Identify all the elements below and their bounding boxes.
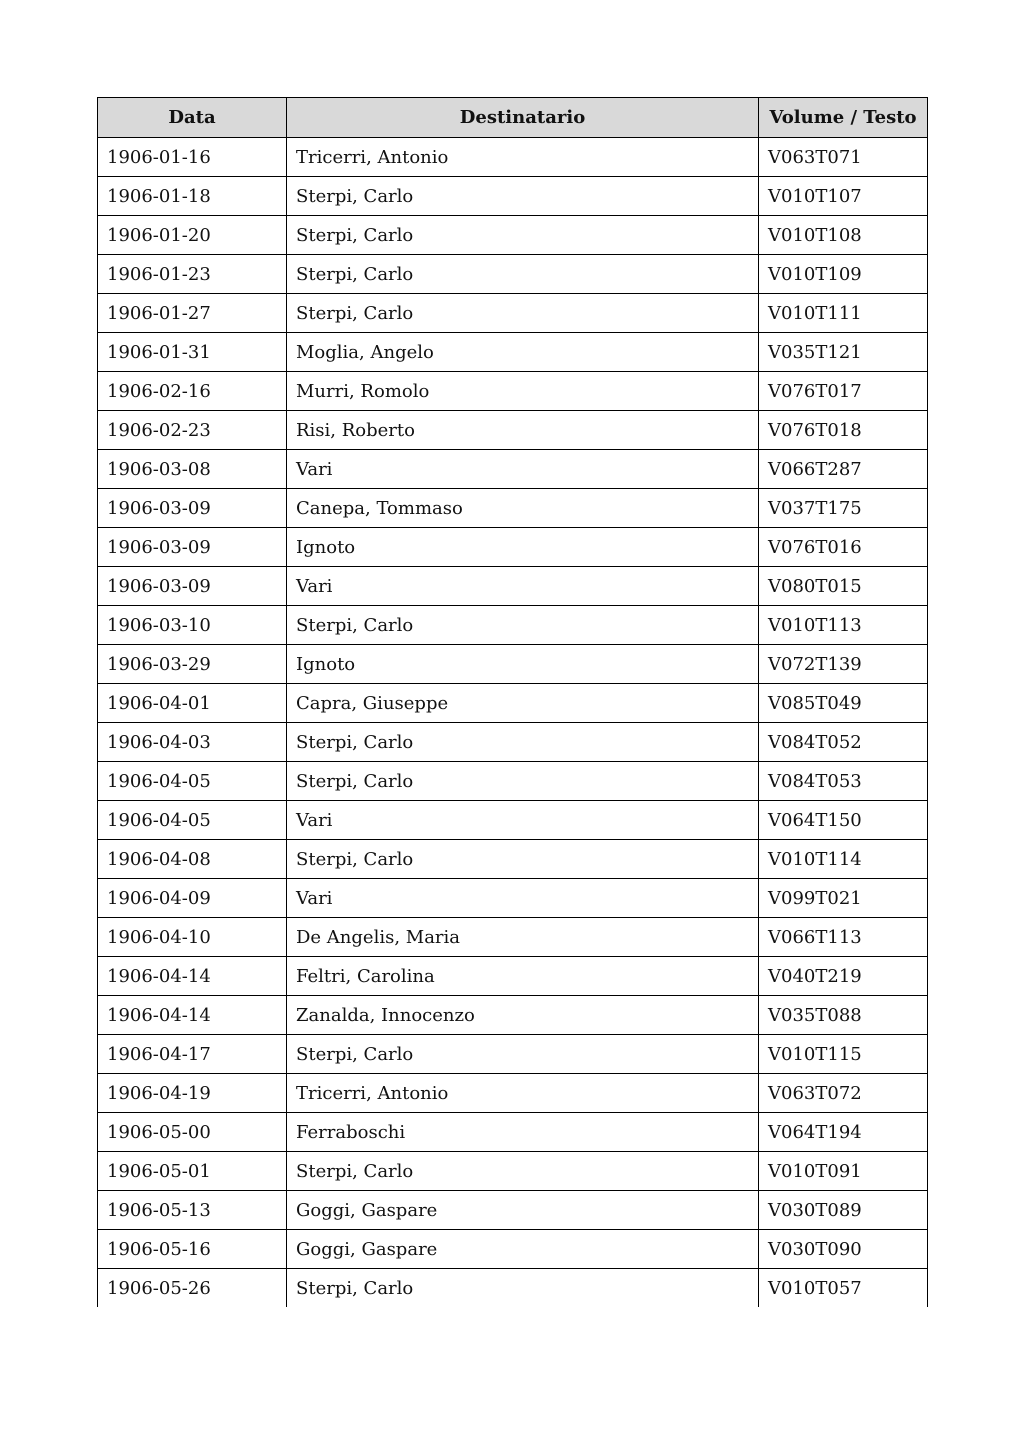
cell-recipient: Sterpi, Carlo bbox=[287, 840, 759, 879]
cell-date: 1906-01-31 bbox=[98, 333, 287, 372]
cell-date: 1906-01-27 bbox=[98, 294, 287, 333]
cell-date: 1906-03-09 bbox=[98, 528, 287, 567]
document-page bbox=[97, 97, 927, 1307]
table-row bbox=[98, 372, 928, 411]
table-row bbox=[98, 996, 928, 1035]
cell-volume-text: V010T108 bbox=[759, 216, 928, 255]
cell-date: 1906-01-23 bbox=[98, 255, 287, 294]
cell-volume-text: V010T109 bbox=[759, 255, 928, 294]
header-row bbox=[98, 98, 928, 138]
cell-recipient: Sterpi, Carlo bbox=[287, 1035, 759, 1074]
cell-recipient: Goggi, Gaspare bbox=[287, 1191, 759, 1230]
cell-volume-text: V066T113 bbox=[759, 918, 928, 957]
cell-recipient: Sterpi, Carlo bbox=[287, 606, 759, 645]
cell-volume-text: V040T219 bbox=[759, 957, 928, 996]
cell-date: 1906-03-08 bbox=[98, 450, 287, 489]
cell-volume-text: V030T089 bbox=[759, 1191, 928, 1230]
cell-recipient: Ignoto bbox=[287, 645, 759, 684]
table-row bbox=[98, 1269, 928, 1308]
letters-table bbox=[97, 97, 928, 1307]
cell-volume-text: V084T052 bbox=[759, 723, 928, 762]
cell-volume-text: V072T139 bbox=[759, 645, 928, 684]
cell-date: 1906-01-16 bbox=[98, 138, 287, 177]
table-body bbox=[98, 138, 928, 1308]
table-row bbox=[98, 684, 928, 723]
cell-recipient: Zanalda, Innocenzo bbox=[287, 996, 759, 1035]
cell-date: 1906-04-05 bbox=[98, 801, 287, 840]
table-row bbox=[98, 801, 928, 840]
cell-volume-text: V010T115 bbox=[759, 1035, 928, 1074]
cell-recipient: Sterpi, Carlo bbox=[287, 723, 759, 762]
cell-recipient: Vari bbox=[287, 879, 759, 918]
cell-volume-text: V063T072 bbox=[759, 1074, 928, 1113]
table-row bbox=[98, 255, 928, 294]
cell-date: 1906-04-09 bbox=[98, 879, 287, 918]
cell-date: 1906-04-08 bbox=[98, 840, 287, 879]
cell-recipient: Sterpi, Carlo bbox=[287, 177, 759, 216]
cell-volume-text: V080T015 bbox=[759, 567, 928, 606]
cell-date: 1906-05-26 bbox=[98, 1269, 287, 1308]
cell-volume-text: V064T194 bbox=[759, 1113, 928, 1152]
table-row bbox=[98, 1191, 928, 1230]
header-date: Data bbox=[98, 98, 287, 138]
cell-recipient: Feltri, Carolina bbox=[287, 957, 759, 996]
header-recipient: Destinatario bbox=[287, 98, 759, 138]
cell-volume-text: V010T057 bbox=[759, 1269, 928, 1308]
cell-volume-text: V035T088 bbox=[759, 996, 928, 1035]
table-row bbox=[98, 1035, 928, 1074]
cell-recipient: Sterpi, Carlo bbox=[287, 216, 759, 255]
table-row bbox=[98, 567, 928, 606]
cell-date: 1906-03-09 bbox=[98, 489, 287, 528]
cell-recipient: Ferraboschi bbox=[287, 1113, 759, 1152]
cell-date: 1906-04-19 bbox=[98, 1074, 287, 1113]
cell-date: 1906-02-16 bbox=[98, 372, 287, 411]
cell-volume-text: V084T053 bbox=[759, 762, 928, 801]
cell-volume-text: V076T017 bbox=[759, 372, 928, 411]
table-row bbox=[98, 1113, 928, 1152]
table-row bbox=[98, 1074, 928, 1113]
cell-date: 1906-02-23 bbox=[98, 411, 287, 450]
header-volume-text: Volume / Testo bbox=[759, 98, 928, 138]
cell-recipient: Sterpi, Carlo bbox=[287, 294, 759, 333]
cell-recipient: Moglia, Angelo bbox=[287, 333, 759, 372]
table-row bbox=[98, 411, 928, 450]
table-row bbox=[98, 450, 928, 489]
cell-recipient: Tricerri, Antonio bbox=[287, 138, 759, 177]
cell-date: 1906-05-16 bbox=[98, 1230, 287, 1269]
table-row bbox=[98, 723, 928, 762]
cell-recipient: Sterpi, Carlo bbox=[287, 1152, 759, 1191]
table-row bbox=[98, 177, 928, 216]
table-row bbox=[98, 1230, 928, 1269]
cell-recipient: Risi, Roberto bbox=[287, 411, 759, 450]
table-row bbox=[98, 879, 928, 918]
table-row bbox=[98, 138, 928, 177]
cell-recipient: Capra, Giuseppe bbox=[287, 684, 759, 723]
cell-recipient: Vari bbox=[287, 801, 759, 840]
cell-recipient: Tricerri, Antonio bbox=[287, 1074, 759, 1113]
cell-volume-text: V063T071 bbox=[759, 138, 928, 177]
cell-date: 1906-03-09 bbox=[98, 567, 287, 606]
cell-date: 1906-04-10 bbox=[98, 918, 287, 957]
cell-date: 1906-04-01 bbox=[98, 684, 287, 723]
cell-date: 1906-04-14 bbox=[98, 996, 287, 1035]
cell-volume-text: V076T018 bbox=[759, 411, 928, 450]
table-row bbox=[98, 762, 928, 801]
cell-date: 1906-04-14 bbox=[98, 957, 287, 996]
table-row bbox=[98, 294, 928, 333]
cell-recipient: Canepa, Tommaso bbox=[287, 489, 759, 528]
cell-date: 1906-01-20 bbox=[98, 216, 287, 255]
cell-volume-text: V099T021 bbox=[759, 879, 928, 918]
cell-recipient: Ignoto bbox=[287, 528, 759, 567]
cell-recipient: Sterpi, Carlo bbox=[287, 762, 759, 801]
cell-date: 1906-01-18 bbox=[98, 177, 287, 216]
cell-volume-text: V076T016 bbox=[759, 528, 928, 567]
cell-date: 1906-04-17 bbox=[98, 1035, 287, 1074]
cell-volume-text: V030T090 bbox=[759, 1230, 928, 1269]
table-row bbox=[98, 1152, 928, 1191]
table-row bbox=[98, 606, 928, 645]
cell-volume-text: V066T287 bbox=[759, 450, 928, 489]
cell-volume-text: V010T091 bbox=[759, 1152, 928, 1191]
table-row bbox=[98, 216, 928, 255]
cell-date: 1906-04-03 bbox=[98, 723, 287, 762]
cell-date: 1906-05-01 bbox=[98, 1152, 287, 1191]
table-row bbox=[98, 840, 928, 879]
cell-volume-text: V064T150 bbox=[759, 801, 928, 840]
cell-recipient: Vari bbox=[287, 567, 759, 606]
cell-recipient: Goggi, Gaspare bbox=[287, 1230, 759, 1269]
cell-volume-text: V037T175 bbox=[759, 489, 928, 528]
cell-volume-text: V010T107 bbox=[759, 177, 928, 216]
cell-volume-text: V010T113 bbox=[759, 606, 928, 645]
cell-date: 1906-04-05 bbox=[98, 762, 287, 801]
cell-volume-text: V010T111 bbox=[759, 294, 928, 333]
cell-date: 1906-03-29 bbox=[98, 645, 287, 684]
cell-date: 1906-05-00 bbox=[98, 1113, 287, 1152]
cell-recipient: Sterpi, Carlo bbox=[287, 1269, 759, 1308]
cell-date: 1906-03-10 bbox=[98, 606, 287, 645]
cell-volume-text: V010T114 bbox=[759, 840, 928, 879]
cell-date: 1906-05-13 bbox=[98, 1191, 287, 1230]
table-row bbox=[98, 957, 928, 996]
cell-recipient: Murri, Romolo bbox=[287, 372, 759, 411]
table-header bbox=[98, 98, 928, 138]
cell-recipient: Vari bbox=[287, 450, 759, 489]
cell-volume-text: V085T049 bbox=[759, 684, 928, 723]
cell-recipient: De Angelis, Maria bbox=[287, 918, 759, 957]
table-row bbox=[98, 528, 928, 567]
cell-volume-text: V035T121 bbox=[759, 333, 928, 372]
table-row bbox=[98, 918, 928, 957]
table-row bbox=[98, 333, 928, 372]
cell-recipient: Sterpi, Carlo bbox=[287, 255, 759, 294]
table-row bbox=[98, 489, 928, 528]
table-row bbox=[98, 645, 928, 684]
